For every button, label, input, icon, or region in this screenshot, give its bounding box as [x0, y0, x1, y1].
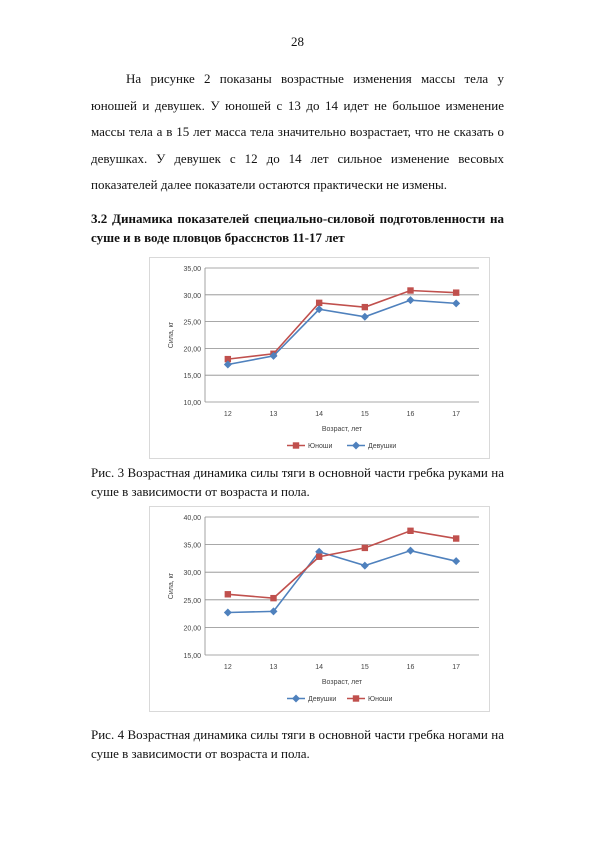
chart-0-data-point — [407, 287, 413, 293]
chart-0-legend-marker — [293, 442, 299, 448]
chart-1-ytick-label: 40,00 — [183, 515, 201, 522]
chart-1-series-1 — [225, 528, 460, 602]
chart-1-data-point — [453, 535, 459, 541]
chart-1-xtick-label: 17 — [452, 664, 461, 671]
chart-1-xaxis-title: Возраст, лет — [321, 679, 363, 686]
chart-1-legend-entry — [347, 695, 392, 703]
chart-1-data-point — [362, 545, 368, 551]
chart-0-ytick-label: 15,00 — [183, 373, 201, 381]
chart-0-legend-entry — [347, 442, 396, 451]
chart-1-data-point — [225, 591, 231, 597]
chart-0-data-point — [453, 289, 459, 295]
chart-0-series-0 — [225, 287, 460, 362]
chart-1-ytick-label: 35,00 — [183, 542, 201, 550]
chart-0-legend-label: Девушки — [368, 443, 397, 450]
body-paragraph: На рисунке 2 показаны возрастные изменения массы тела у юношей и девушек. У юношей с 13 до 14 идет не большое изменение массы тела а в 15 лет масса тела значительно возрастает, что не сказать о девушках. У девушек с 12 до 14 лет сильное изменение весовых показателей далее показатели остаются практически не измены. — [91, 71, 504, 192]
chart-0-legend-label: Юноши — [308, 443, 333, 450]
chart-1-yaxis-title: Сила, кг — [168, 572, 175, 600]
chart-0-xaxis-title: Возраст, лет — [321, 426, 363, 433]
chart-1-ytick-label: 30,00 — [183, 570, 201, 578]
chart-1-data-point — [270, 595, 276, 601]
chart-1-data-point — [316, 554, 322, 560]
chart-figure-3 — [149, 257, 490, 459]
chart-0-legend-entry — [287, 442, 332, 450]
chart-0-data-point — [452, 299, 460, 307]
chart-1-ytick-label: 20,00 — [183, 625, 201, 633]
chart-1-legend-marker — [353, 695, 359, 701]
chart-0-svg — [150, 258, 489, 458]
chart-1-xtick-label: 13 — [269, 664, 278, 671]
chart-0-data-point — [362, 304, 368, 310]
chart-0-xtick-label: 14 — [315, 411, 324, 418]
chart-0-series-1 — [224, 296, 460, 368]
chart-1-series-line — [228, 531, 456, 598]
chart-1-ytick-label: 25,00 — [183, 597, 201, 605]
chart-0-ytick-label: 20,00 — [183, 346, 201, 354]
chart-figure-4 — [149, 506, 490, 712]
chart-0-xtick-label: 15 — [360, 411, 369, 418]
chart-0-xtick-label: 17 — [452, 411, 461, 418]
chart-1-legend-marker — [292, 695, 300, 703]
chart-0-yaxis-title: Сила, кг — [168, 321, 175, 349]
chart-0-xtick-label: 12 — [223, 411, 232, 418]
chart-0-xtick-label: 16 — [406, 411, 415, 418]
page-number: 28 — [291, 34, 304, 49]
chart-1-data-point — [224, 608, 232, 616]
figure-4-caption: Рис. 4 Возрастная динамика силы тяги в основной части гребка ногами на суше в зависимости от возраста и пола. — [91, 727, 504, 761]
chart-1-data-point — [452, 557, 460, 565]
chart-1-xtick-label: 12 — [223, 664, 232, 671]
chart-1-xtick-label: 16 — [406, 664, 415, 671]
chart-0-ytick-label: 10,00 — [183, 400, 201, 407]
chart-0-data-point — [361, 313, 369, 321]
chart-1-data-point — [407, 528, 413, 534]
chart-1-series-0 — [224, 547, 460, 617]
figure-3-caption: Рис. 3 Возрастная динамика силы тяги в основной части гребка руками на суше в зависимости от возраста и пола. — [91, 465, 504, 499]
chart-1-data-point — [361, 562, 369, 570]
chart-1-xtick-label: 15 — [360, 664, 369, 671]
chart-1-legend-label: Девушки — [308, 696, 337, 703]
chart-1-series-line — [228, 551, 456, 613]
chart-1-svg — [150, 507, 489, 711]
chart-0-ytick-label: 35,00 — [183, 266, 201, 273]
chart-0-ytick-label: 30,00 — [183, 292, 201, 300]
chart-1-legend-entry — [287, 695, 336, 704]
chart-0-ytick-label: 25,00 — [183, 319, 201, 327]
chart-0-xtick-label: 13 — [269, 411, 278, 418]
chart-1-ytick-label: 15,00 — [183, 653, 201, 660]
chart-0-data-point — [316, 300, 322, 306]
chart-1-xtick-label: 14 — [315, 664, 324, 671]
section-heading: 3.2 Динамика показателей специально-силовой подготовленности на суше и в воде пловцов брасснстов 11-17 лет — [91, 211, 504, 245]
chart-0-legend-marker — [352, 442, 360, 450]
chart-1-data-point — [407, 547, 415, 555]
chart-0-data-point — [407, 296, 415, 304]
chart-1-legend-label: Юноши — [368, 696, 393, 703]
